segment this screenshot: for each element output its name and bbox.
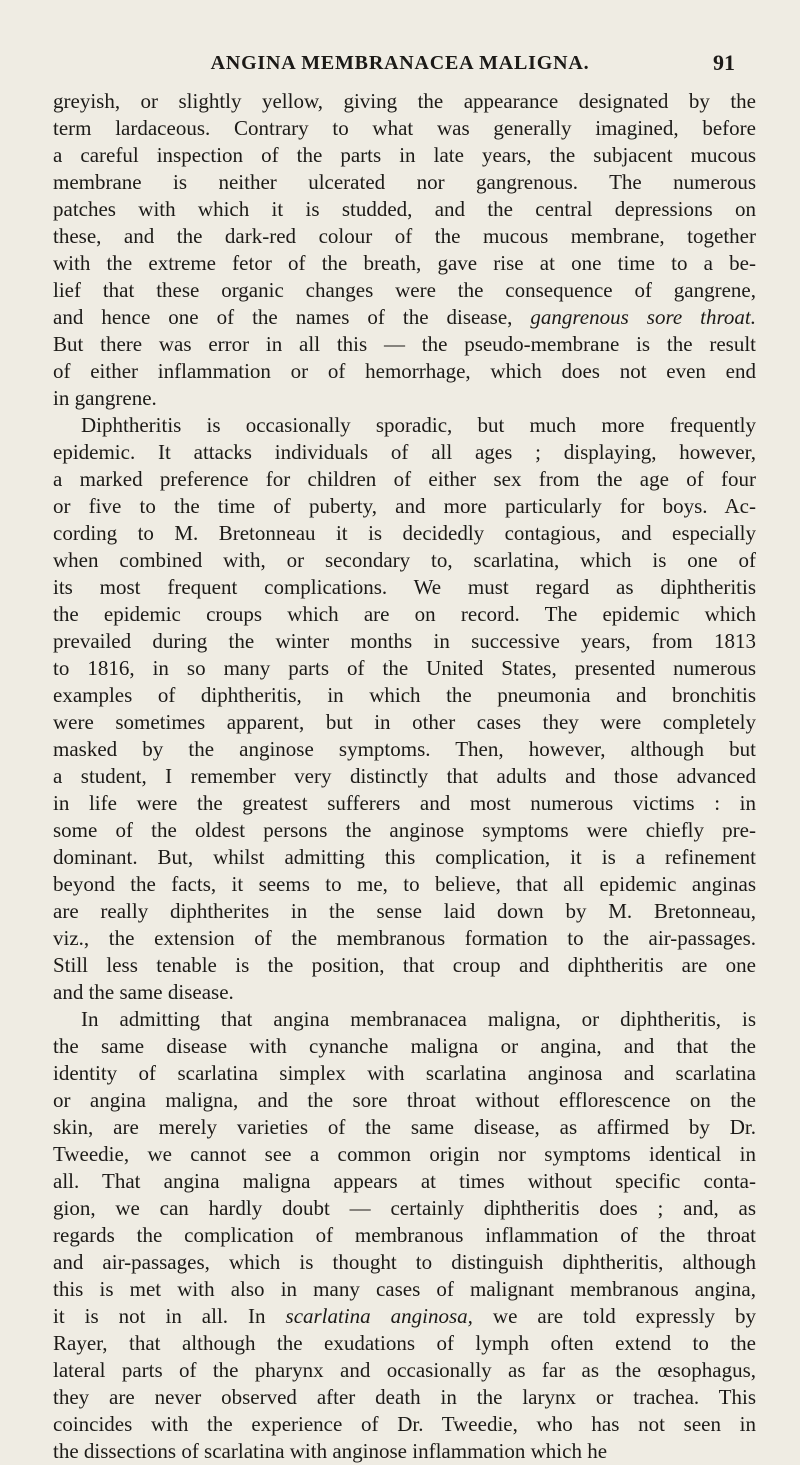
text-line-content: patches with which it is studded, and the central depressions on: [53, 197, 756, 221]
text-line: [53, 1060, 756, 1087]
text-line: [53, 277, 756, 304]
text-line: [53, 1006, 756, 1033]
text-line-content: prevailed during the winter months in successive years, from 1813: [53, 629, 756, 653]
text-line-content: skin, are merely varieties of the same disease, as affirmed by Dr.: [53, 1115, 756, 1139]
text-line-content: are really diphtherites in the sense laid down by M. Bretonneau,: [53, 899, 756, 923]
text-line: [53, 790, 756, 817]
text-line-content: these, and the dark-red colour of the mucous membrane, together: [53, 224, 756, 248]
text-line-content: all. That angina maligna appears at times without specific conta-: [53, 1169, 756, 1193]
text-line-content: epidemic. It attacks individuals of all ages ; displaying, however,: [53, 440, 756, 464]
text-line: [53, 88, 756, 115]
text-line: [53, 682, 756, 709]
text-line-content: cording to M. Bretonneau it is decidedly contagious, and especially: [53, 521, 756, 545]
text-line-content: But there was error in all this — the pseudo-membrane is the result: [53, 332, 756, 356]
text-line-content: were sometimes apparent, but in other cases they were completely: [53, 710, 756, 734]
text-line-content: the dissections of scarlatina with anginose inflammation which he: [53, 1439, 608, 1463]
text-line: [53, 358, 756, 385]
text-line: [53, 439, 756, 466]
text-line-content: of either inflammation or of hemorrhage, which does not even end: [53, 359, 756, 383]
text-line: [53, 817, 756, 844]
text-line: [53, 1357, 756, 1384]
text-line-content: identity of scarlatina simplex with scarlatina anginosa and scarlatina: [53, 1061, 756, 1085]
text-line: [53, 898, 756, 925]
text-line: [53, 844, 756, 871]
text-line-content: its most frequent complications. We must regard as diphtheritis: [53, 575, 756, 599]
text-line: [53, 763, 756, 790]
text-line-content: lateral parts of the pharynx and occasionally as far as the œsophagus,: [53, 1358, 756, 1382]
text-line-content: when combined with, or secondary to, scarlatina, which is one of: [53, 548, 756, 572]
text-line: [53, 1384, 756, 1411]
text-line: [53, 385, 756, 412]
text-line: [53, 1438, 756, 1465]
text-line-content: or five to the time of puberty, and more particularly for boys. Ac-: [53, 494, 756, 518]
italic-phrase: gangrenous sore throat.: [530, 305, 756, 329]
text-line-content: regards the complication of membranous inflammation of the throat: [53, 1223, 756, 1247]
text-line: [53, 1087, 756, 1114]
text-line: [53, 466, 756, 493]
text-line: [53, 223, 756, 250]
text-line-content: a careful inspection of the parts in late years, the subjacent mucous: [53, 143, 756, 167]
text-line-content: Tweedie, we cannot see a common origin nor symptoms identical in: [53, 1142, 756, 1166]
text-line: [53, 1195, 756, 1222]
text-line-content: some of the oldest persons the anginose symptoms were chiefly pre-: [53, 818, 756, 842]
text-line-content: the same disease with cynanche maligna or angina, and that the: [53, 1034, 756, 1058]
text-line: [53, 1330, 756, 1357]
text-line: [53, 1303, 756, 1330]
text-line-content: and the same disease.: [53, 980, 234, 1004]
text-line-content: Still less tenable is the position, that croup and diphtheritis are one: [53, 953, 756, 977]
text-line-content: greyish, or slightly yellow, giving the appearance designated by the: [53, 89, 756, 113]
text-line: [53, 1168, 756, 1195]
italic-phrase: scarlatina anginosa,: [285, 1304, 473, 1328]
text-line: [53, 493, 756, 520]
text-line-content: and air-passages, which is thought to distinguish diphtheritis, although: [53, 1250, 756, 1274]
text-line-content: they are never observed after death in the larynx or trachea. This: [53, 1385, 756, 1409]
text-line: [53, 709, 756, 736]
text-line-content: in life were the greatest sufferers and most numerous victims : in: [53, 791, 756, 815]
text-line-content: the epidemic croups which are on record. The epidemic which: [53, 602, 756, 626]
text-line: [53, 1222, 756, 1249]
running-head: [60, 50, 740, 80]
text-line-content: beyond the facts, it seems to me, to believe, that all epidemic anginas: [53, 872, 756, 896]
text-line-content: Rayer, that although the exudations of lymph often extend to the: [53, 1331, 756, 1355]
text-line: [53, 115, 756, 142]
text-line: [53, 1141, 756, 1168]
text-line-content: it is not in all. In: [53, 1304, 286, 1328]
text-line: [53, 601, 756, 628]
text-line-content: examples of diphtheritis, in which the pneumonia and bronchitis: [53, 683, 756, 707]
text-line: [53, 574, 756, 601]
page-number: 91: [713, 50, 735, 75]
text-line: [53, 736, 756, 763]
text-line: [53, 142, 756, 169]
text-line: [53, 547, 756, 574]
text-line-content: a marked preference for children of either sex from the age of four: [53, 467, 756, 491]
text-line: [53, 1276, 756, 1303]
text-line-content: and hence one of the names of the disease,: [53, 305, 531, 329]
text-line: [53, 304, 756, 331]
text-line: [53, 520, 756, 547]
text-line: [53, 1033, 756, 1060]
running-title: ANGINA MEMBRANACEA MALIGNA.: [210, 52, 590, 74]
text-line: [53, 169, 756, 196]
text-line: [53, 1114, 756, 1141]
text-line: [53, 412, 756, 439]
text-line: [53, 979, 756, 1006]
text-line-content: dominant. But, whilst admitting this complication, it is a refinement: [53, 845, 756, 869]
text-line: [53, 250, 756, 277]
text-line-content: with the extreme fetor of the breath, gave rise at one time to a be-: [53, 251, 756, 275]
text-line-content: membrane is neither ulcerated nor gangrenous. The numerous: [53, 170, 756, 194]
text-line: [53, 925, 756, 952]
text-line-content: viz., the extension of the membranous formation to the air-passages.: [53, 926, 756, 950]
text-line: [53, 1249, 756, 1276]
text-line-content: in gangrene.: [53, 386, 157, 410]
text-line-content: masked by the anginose symptoms. Then, however, although but: [53, 737, 756, 761]
text-line-content: lief that these organic changes were the consequence of gangrene,: [53, 278, 756, 302]
body-text: [53, 88, 756, 1465]
text-line-content: this is met with also in many cases of malignant membranous angina,: [53, 1277, 756, 1301]
text-line: [53, 331, 756, 358]
text-line-content: Diphtheritis is occasionally sporadic, but much more frequently: [81, 413, 756, 437]
text-line-content: a student, I remember very distinctly that adults and those advanced: [53, 764, 756, 788]
text-line: [53, 196, 756, 223]
text-line: [53, 952, 756, 979]
text-line: [53, 655, 756, 682]
text-line: [53, 628, 756, 655]
text-line: [53, 871, 756, 898]
text-line-content: or angina maligna, and the sore throat without efflorescence on the: [53, 1088, 756, 1112]
text-line: [53, 1411, 756, 1438]
text-line-content: term lardaceous. Contrary to what was generally imagined, before: [53, 116, 756, 140]
text-line-content: gion, we can hardly doubt — certainly diphtheritis does ; and, as: [53, 1196, 756, 1220]
text-line-content: In admitting that angina membranacea maligna, or diphtheritis, is: [81, 1007, 756, 1031]
text-line-continuation: we are told expressly by: [472, 1304, 756, 1328]
text-line-content: coincides with the experience of Dr. Tweedie, who has not seen in: [53, 1412, 756, 1436]
text-line-content: to 1816, in so many parts of the United States, presented numerous: [53, 656, 756, 680]
